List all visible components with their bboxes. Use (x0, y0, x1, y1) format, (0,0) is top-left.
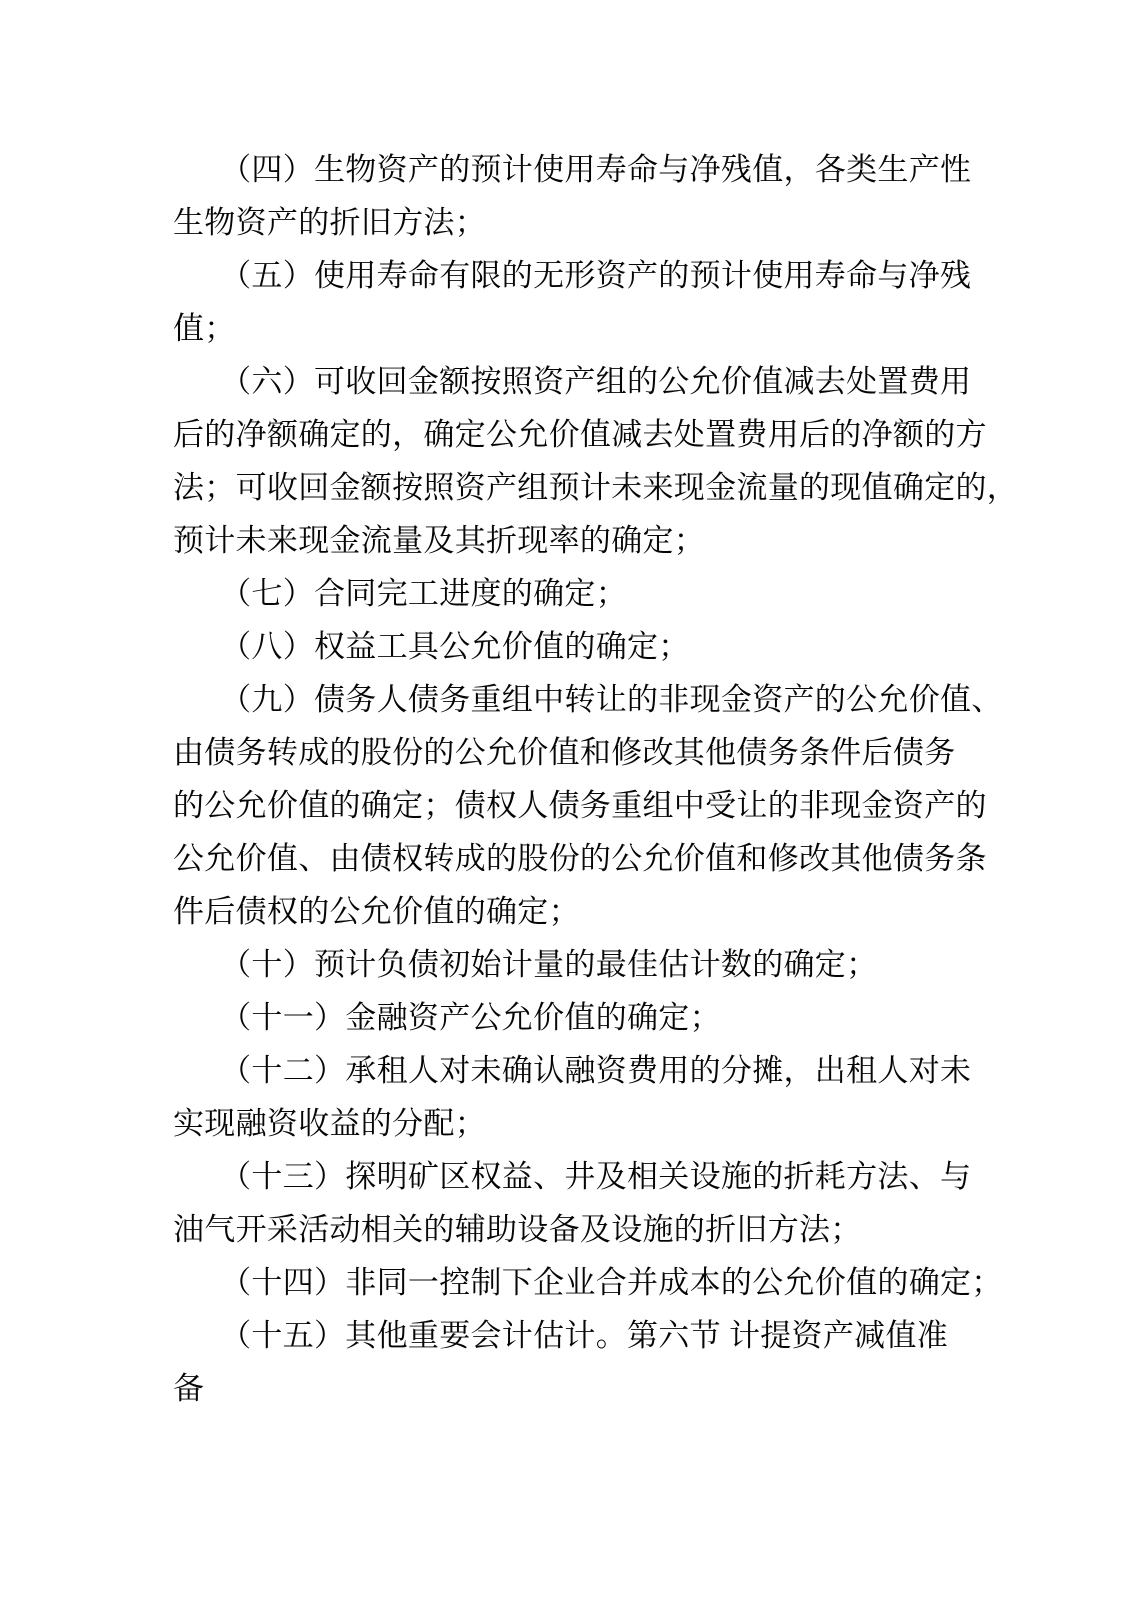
text-line: 后的净额确定的，确定公允价值减去处置费用后的净额的方 (173, 417, 987, 452)
text-line: （十）预计负债初始计量的最佳估计数的确定； (173, 947, 878, 982)
text-line: （十一）金融资产公允价值的确定； (173, 1000, 721, 1035)
text-line: （十三）探明矿区权益、井及相关设施的折耗方法、与 (173, 1159, 972, 1194)
text-line: （四）生物资产的预计使用寿命与净残值，各类生产性 (173, 152, 972, 187)
text-line: （九）债务人债务重组中转让的非现金资产的公允价值、 (173, 682, 1003, 717)
text-line: （八）权益工具公允价值的确定； (173, 629, 690, 664)
text-line: （十二）承租人对未确认融资费用的分摊，出租人对未 (173, 1053, 972, 1088)
text-line: 油气开采活动相关的辅助设备及设施的折旧方法； (173, 1212, 862, 1247)
text-line: （七）合同完工进度的确定； (173, 576, 627, 611)
text-line: 预计未来现金流量及其折现率的确定； (173, 523, 706, 558)
text-line: 由债务转成的股份的公允价值和修改其他债务条件后债务 (173, 735, 956, 770)
text-line: 值； (173, 311, 236, 346)
text-line: （六）可收回金额按照资产组的公允价值减去处置费用 (173, 364, 972, 399)
text-line: 生物资产的折旧方法； (173, 205, 486, 240)
text-line: 件后债权的公允价值的确定； (173, 894, 580, 929)
text-line: （十四）非同一控制下企业合并成本的公允价值的确定； (173, 1265, 1003, 1300)
text-line: 的公允价值的确定；债权人债务重组中受让的非现金资产的 (173, 788, 987, 823)
text-line: 法；可收回金额按照资产组预计未来现金流量的现值确定的， (173, 470, 1019, 505)
text-line: （五）使用寿命有限的无形资产的预计使用寿命与净残 (173, 258, 972, 293)
text-line: 备 (173, 1371, 205, 1406)
text-line: 实现融资收益的分配； (173, 1106, 486, 1141)
text-line: （十五）其他重要会计估计。第六节 计提资产减值准 (173, 1318, 949, 1353)
text-line: 公允价值、由债权转成的股份的公允价值和修改其他债务条 (173, 841, 987, 876)
